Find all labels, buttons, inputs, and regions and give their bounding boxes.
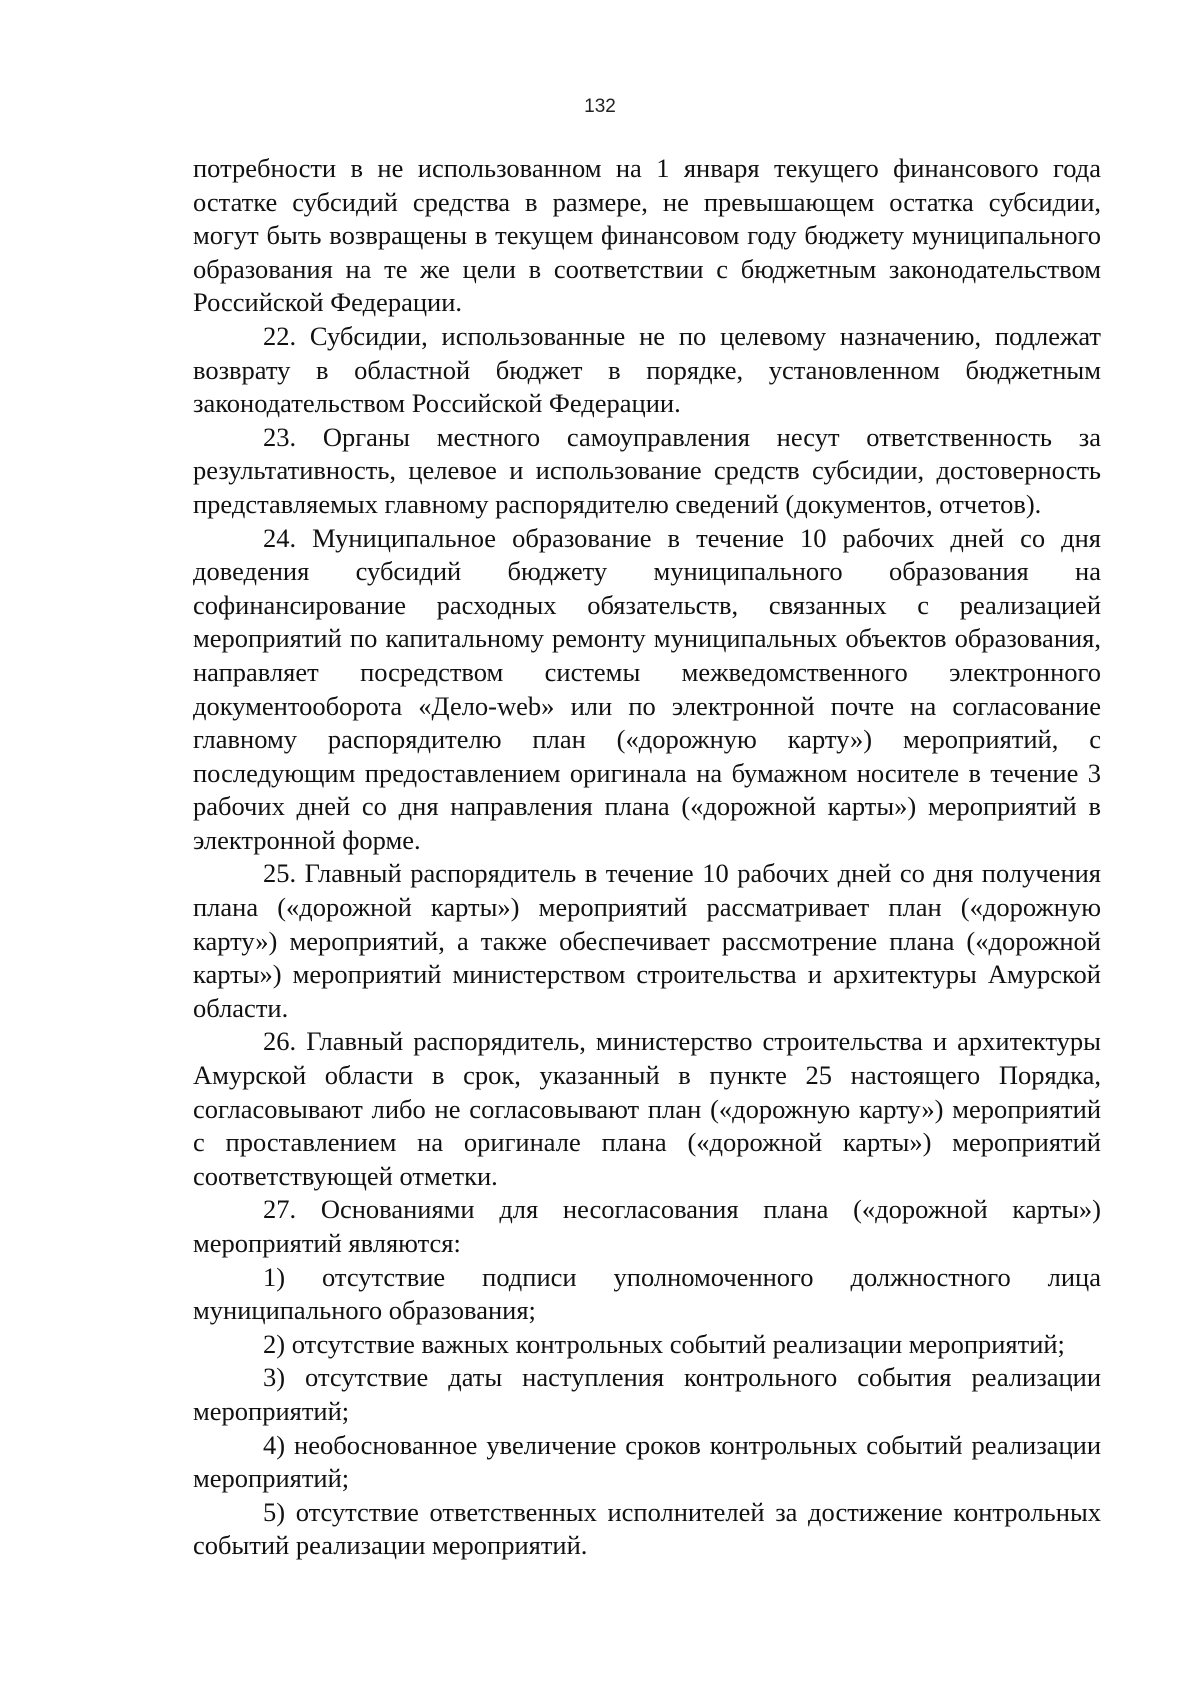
paragraph-22: 22. Субсидии, использованные не по целевому назначению, подлежат возврату в областной бюджет в порядке, установленном бюджетным законодательством Российской Федерации.	[193, 320, 1101, 419]
paragraph-continuation: потребности в не использованном на 1 января текущего финансового года остатке субсидий средства в размере, не превышающем остатка субсидии, могут быть возвращены в текущем финансовом году бюджету муниципального образования на те же цели в соответствии с бюджетным законодательством Российской Федерации.	[193, 153, 1101, 318]
list-item-4: 4) необоснованное увеличение сроков контрольных событий реализации мероприятий;	[193, 1429, 1101, 1494]
paragraph-24: 24. Муниципальное образование в течение 10 рабочих дней со дня доведения субсидий бюджету муниципального образования на софинансирование расходных обязательств, связанных с реализацией мероприятий по капитальному ремонту муниципальных объектов образования, направляет посредством системы межведомственного электронного документооборота «Дело-web» или по электронной почте на согласование главному распорядителю план («дорожную карту») мероприятий, с последующим предоставлением оригинала на бумажном носителе в течение 3 рабочих дней со дня направления плана («дорожной карты») мероприятий в электронной форме.	[193, 522, 1101, 855]
list-item-2: 2) отсутствие важных контрольных событий реализации мероприятий;	[263, 1328, 1065, 1359]
paragraph-25: 25. Главный распорядитель в течение 10 рабочих дней со дня получения плана («дорожной карты») мероприятий рассматривает план («дорожную карту») мероприятий, а также обеспечивает рассмотрение плана («дорожной карты») мероприятий министерством строительства и архитектуры Амурской области.	[193, 858, 1101, 1023]
document-body	[193, 152, 1101, 1563]
paragraph-23: 23. Органы местного самоуправления несут ответственность за результативность, целевое и использование средств субсидии, достоверность представляемых главному распорядителю сведений (документов, отчетов).	[193, 421, 1101, 519]
page-number: 132	[584, 96, 616, 117]
list-item-1: 1) отсутствие подписи уполномоченного должностного лица муниципального образования;	[193, 1261, 1101, 1326]
paragraph-26: 26. Главный распорядитель, министерство строительства и архитектуры Амурской области в срок, указанный в пункте 25 настоящего Порядка, согласовывают либо не согласовывают план («дорожную карту») мероприятий с проставлением на оригинале плана («дорожной карты») мероприятий соответствующей отметки.	[193, 1026, 1101, 1191]
paragraph-27: 27. Основаниями для несогласования плана («дорожной карты») мероприятий являются:	[193, 1194, 1101, 1258]
list-item-5: 5) отсутствие ответственных исполнителей за достижение контрольных событий реализации мероприятий.	[193, 1496, 1101, 1561]
list-item-3: 3) отсутствие даты наступления контрольного события реализации мероприятий;	[193, 1362, 1101, 1426]
